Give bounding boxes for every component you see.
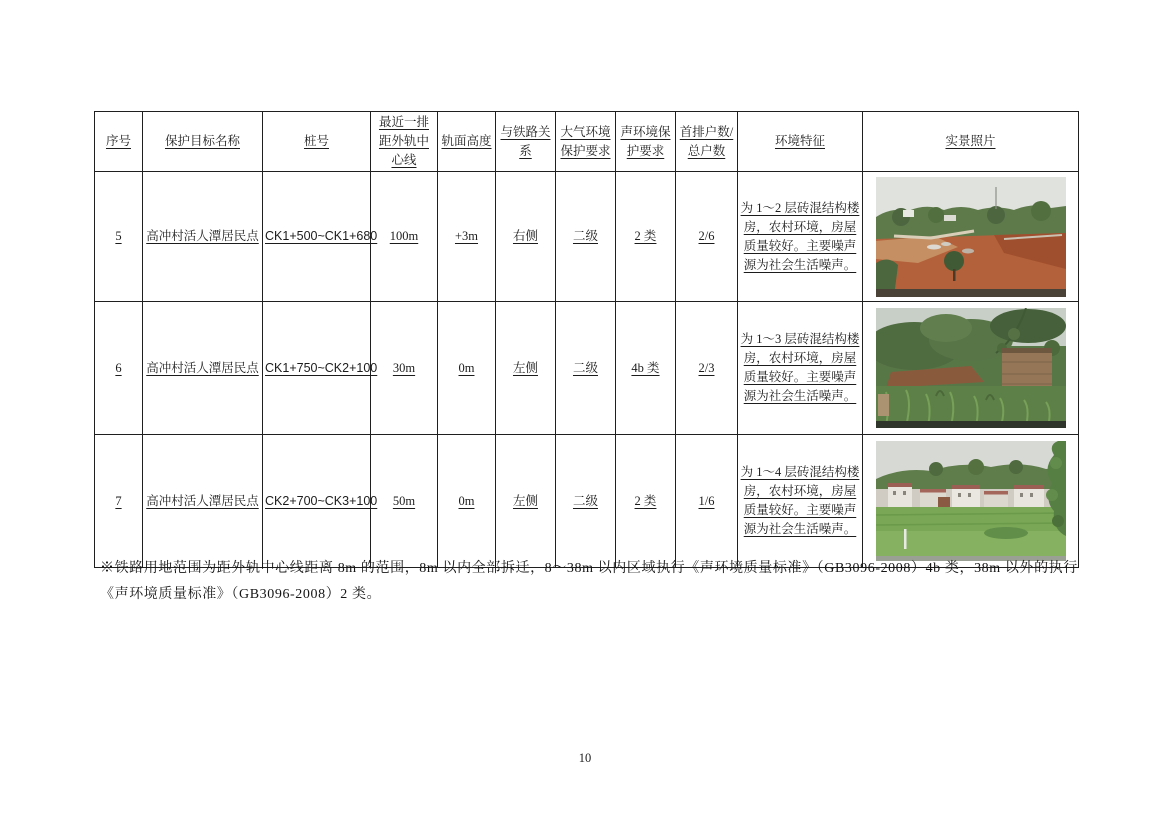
cell-site-photo bbox=[863, 302, 1079, 435]
cell-seq: 6 bbox=[95, 302, 143, 435]
cell-nearest-row-distance: 50m bbox=[371, 435, 438, 568]
cell-rail-surface-height: 0m bbox=[438, 435, 496, 568]
cell-target-name: 高冲村活人潭居民点 bbox=[143, 172, 263, 302]
cell-seq: 7 bbox=[95, 435, 143, 568]
table-header-row bbox=[95, 112, 1079, 172]
cell-env-feature: 为 1～2 层砖混结构楼房，农村环境，房屋质量较好。主要噪声源为社会生活噪声。 bbox=[738, 172, 863, 302]
protection-targets-table bbox=[94, 111, 1079, 568]
col-header-nearest-row-distance: 最近一排距外轨中心线 bbox=[371, 112, 438, 172]
table-row-6 bbox=[95, 302, 1079, 435]
cell-rail-surface-height: 0m bbox=[438, 302, 496, 435]
cell-relation: 左侧 bbox=[496, 302, 556, 435]
col-header-air-env-requirement: 大气环境保护要求 bbox=[556, 112, 616, 172]
cell-env-feature: 为 1～3 层砖混结构楼房，农村环境，房屋质量较好。主要噪声源为社会生活噪声。 bbox=[738, 302, 863, 435]
cell-nearest-row-distance: 30m bbox=[371, 302, 438, 435]
footnote-line-1: ※铁路用地范围为距外轨中心线距离 8m 的范围，8m 以内全部拆迁，8～38m 以内区域执行《声环境质量标准》（GB3096-2008）4b 类，38m 以外的执行 bbox=[100, 561, 1078, 576]
table-footnote bbox=[100, 556, 1105, 607]
cell-nearest-row-distance: 100m bbox=[371, 172, 438, 302]
cell-stake: CK1+500~CK1+680 bbox=[263, 172, 371, 302]
page-number: 10 bbox=[578, 751, 592, 765]
col-header-stake: 桩号 bbox=[263, 112, 371, 172]
cell-air-requirement: 二级 bbox=[556, 435, 616, 568]
cell-households: 1/6 bbox=[676, 435, 738, 568]
col-header-target-name: 保护目标名称 bbox=[143, 112, 263, 172]
site-photo-construction-icon bbox=[876, 177, 1066, 297]
cell-noise-requirement: 4b 类 bbox=[616, 302, 676, 435]
footnote-line-2: 《声环境质量标准》（GB3096-2008）2 类。 bbox=[100, 586, 382, 602]
col-header-noise-env-requirement: 声环境保护要求 bbox=[616, 112, 676, 172]
cell-stake: CK2+700~CK3+100 bbox=[263, 435, 371, 568]
cell-noise-requirement: 2 类 bbox=[616, 435, 676, 568]
cell-relation: 左侧 bbox=[496, 435, 556, 568]
cell-site-photo bbox=[863, 435, 1079, 568]
cell-relation: 右侧 bbox=[496, 172, 556, 302]
cell-air-requirement: 二级 bbox=[556, 302, 616, 435]
cell-env-feature: 为 1～4 层砖混结构楼房，农村环境，房屋质量较好。主要噪声源为社会生活噪声。 bbox=[738, 435, 863, 568]
cell-households: 2/3 bbox=[676, 302, 738, 435]
site-photo-vegetation-icon bbox=[876, 308, 1066, 428]
table-row-5 bbox=[95, 172, 1079, 302]
cell-target-name: 高冲村活人潭居民点 bbox=[143, 435, 263, 568]
table-row-7 bbox=[95, 435, 1079, 568]
col-header-rail-surface-height: 轨面高度 bbox=[438, 112, 496, 172]
col-header-relation-to-railway: 与铁路关系 bbox=[496, 112, 556, 172]
cell-seq: 5 bbox=[95, 172, 143, 302]
cell-households: 2/6 bbox=[676, 172, 738, 302]
cell-air-requirement: 二级 bbox=[556, 172, 616, 302]
col-header-env-feature: 环境特征 bbox=[738, 112, 863, 172]
cell-site-photo bbox=[863, 172, 1079, 302]
cell-rail-surface-height: +3m bbox=[438, 172, 496, 302]
cell-target-name: 高冲村活人潭居民点 bbox=[143, 302, 263, 435]
col-header-site-photo: 实景照片 bbox=[863, 112, 1079, 172]
col-header-households: 首排户数/总户数 bbox=[676, 112, 738, 172]
site-photo-village-paddy-icon bbox=[876, 441, 1066, 561]
cell-noise-requirement: 2 类 bbox=[616, 172, 676, 302]
col-header-seq: 序号 bbox=[95, 112, 143, 172]
cell-stake: CK1+750~CK2+100 bbox=[263, 302, 371, 435]
